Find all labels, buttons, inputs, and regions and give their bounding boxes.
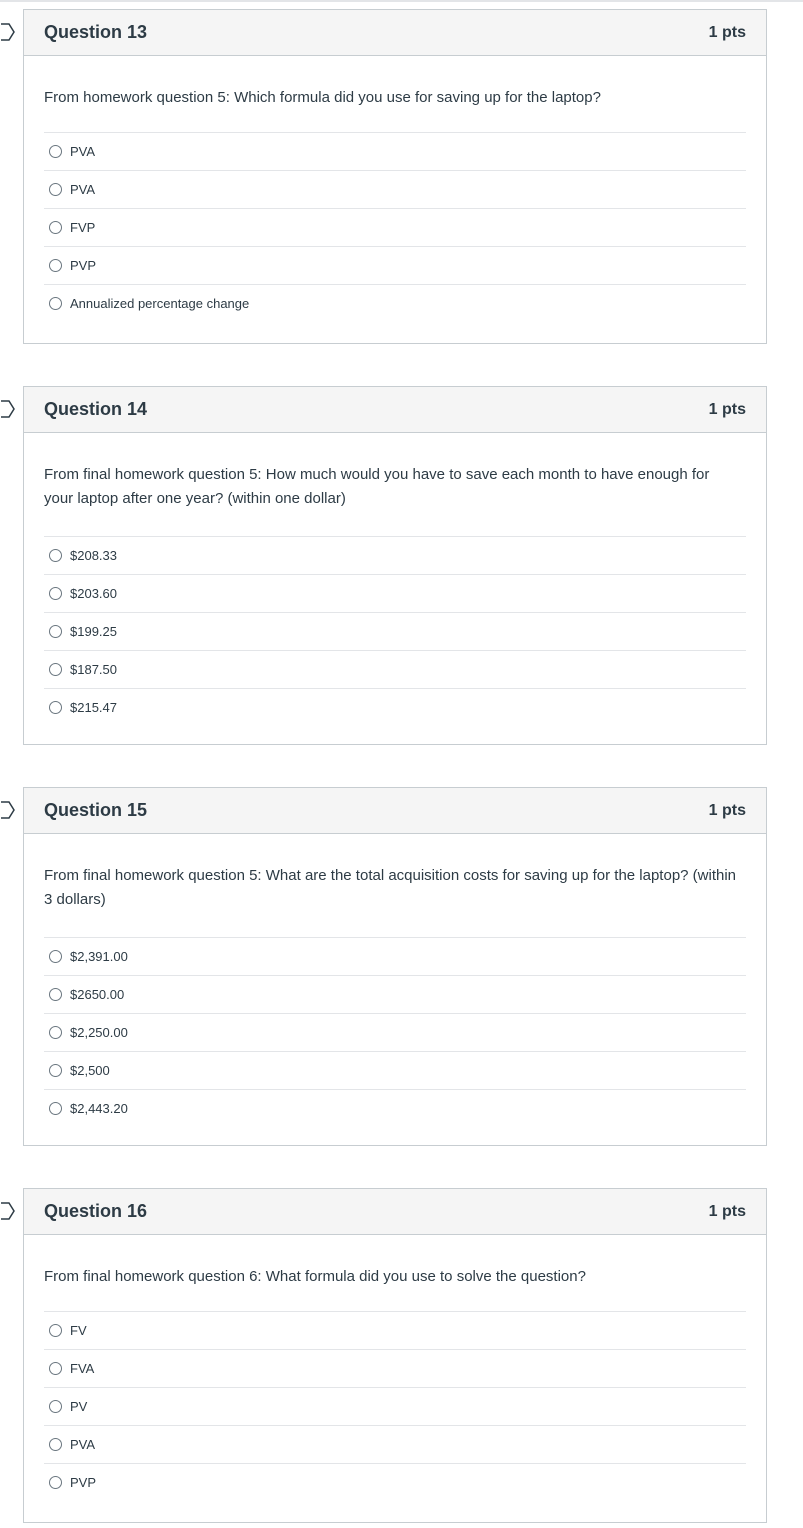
answer-label: PVA xyxy=(70,1437,96,1452)
answer-option[interactable] xyxy=(44,171,746,209)
answer-label: $2,443.20 xyxy=(70,1101,128,1116)
answer-option[interactable] xyxy=(44,537,746,575)
top-divider xyxy=(0,0,803,2)
radio-button[interactable] xyxy=(49,1026,62,1039)
answer-option[interactable] xyxy=(44,209,746,247)
radio-button[interactable] xyxy=(49,549,62,562)
radio-button[interactable] xyxy=(49,1438,62,1451)
answer-label: $203.60 xyxy=(70,586,117,601)
radio-button[interactable] xyxy=(49,145,62,158)
radio-button[interactable] xyxy=(49,701,62,714)
flag-question-icon[interactable] xyxy=(1,801,15,819)
answer-option[interactable] xyxy=(44,1350,746,1388)
answer-list xyxy=(44,536,746,726)
question-body xyxy=(24,834,766,1145)
question-text: From final homework question 6: What formula did you use to solve the question? xyxy=(44,1268,586,1285)
question-13 xyxy=(23,9,767,344)
question-title: Question 13 xyxy=(44,22,148,42)
answer-option[interactable] xyxy=(44,651,746,689)
answer-label: $208.33 xyxy=(70,548,117,563)
answer-label: $199.25 xyxy=(70,624,117,639)
answer-option[interactable] xyxy=(44,247,746,285)
question-title: Question 14 xyxy=(44,399,148,419)
answer-label: FVA xyxy=(70,1361,95,1376)
answer-label: $187.50 xyxy=(70,662,117,677)
answer-label: $2650.00 xyxy=(70,987,125,1002)
question-16 xyxy=(23,1188,767,1523)
question-header xyxy=(24,10,766,56)
radio-button[interactable] xyxy=(49,221,62,234)
answer-option[interactable] xyxy=(44,575,746,613)
question-text: From final homework question 5: What are the total acquisition costs for saving up for the laptop? (within 3 dollars) xyxy=(44,867,737,908)
question-header xyxy=(24,1189,766,1235)
answer-label: PVP xyxy=(70,1475,97,1490)
radio-button[interactable] xyxy=(49,587,62,600)
answer-option[interactable] xyxy=(44,1426,746,1464)
answer-label: $2,500 xyxy=(70,1063,110,1078)
answer-label: $215.47 xyxy=(70,700,117,715)
radio-button[interactable] xyxy=(49,1064,62,1077)
flag-question-icon[interactable] xyxy=(1,23,15,41)
answer-label: Annualized percentage change xyxy=(70,296,250,311)
answer-list xyxy=(44,1311,746,1501)
radio-button[interactable] xyxy=(49,297,62,310)
answer-option[interactable] xyxy=(44,1388,746,1426)
question-body xyxy=(24,433,766,744)
answer-option[interactable] xyxy=(44,1014,746,1052)
radio-button[interactable] xyxy=(49,1324,62,1337)
answer-option[interactable] xyxy=(44,133,746,171)
question-points: 1 pts xyxy=(708,23,746,41)
flag-question-icon[interactable] xyxy=(1,1202,15,1220)
answer-option[interactable] xyxy=(44,613,746,651)
answer-label: PVA xyxy=(70,144,96,159)
question-title: Question 15 xyxy=(44,800,148,820)
answer-label: PVP xyxy=(70,258,97,273)
question-header xyxy=(24,387,766,433)
answer-label: $2,391.00 xyxy=(70,949,128,964)
answer-label: PV xyxy=(70,1399,88,1414)
answer-option[interactable] xyxy=(44,1464,746,1501)
radio-button[interactable] xyxy=(49,1362,62,1375)
answer-option[interactable] xyxy=(44,976,746,1014)
radio-button[interactable] xyxy=(49,1476,62,1489)
question-15 xyxy=(23,787,767,1146)
answer-option[interactable] xyxy=(44,1052,746,1090)
radio-button[interactable] xyxy=(49,183,62,196)
answer-list xyxy=(44,132,746,322)
answer-label: FVP xyxy=(70,220,96,235)
answer-label: FV xyxy=(70,1323,87,1338)
radio-button[interactable] xyxy=(49,259,62,272)
answer-list xyxy=(44,937,746,1127)
radio-button[interactable] xyxy=(49,663,62,676)
answer-option[interactable] xyxy=(44,689,746,726)
question-body xyxy=(24,56,766,340)
question-title: Question 16 xyxy=(44,1201,148,1221)
question-body xyxy=(24,1235,766,1519)
answer-option[interactable] xyxy=(44,1312,746,1350)
radio-button[interactable] xyxy=(49,988,62,1001)
answer-label: PVA xyxy=(70,182,96,197)
radio-button[interactable] xyxy=(49,625,62,638)
question-points: 1 pts xyxy=(708,1202,746,1220)
radio-button[interactable] xyxy=(49,950,62,963)
question-points: 1 pts xyxy=(708,801,746,819)
answer-option[interactable] xyxy=(44,1090,746,1127)
answer-label: $2,250.00 xyxy=(70,1025,128,1040)
question-text: From homework question 5: Which formula did you use for saving up for the laptop? xyxy=(44,89,601,106)
radio-button[interactable] xyxy=(49,1400,62,1413)
question-text: From final homework question 5: How much would you have to save each month to have enough for your laptop after one year? (within one dollar) xyxy=(44,466,710,507)
question-14 xyxy=(23,386,767,745)
answer-option[interactable] xyxy=(44,285,746,322)
question-points: 1 pts xyxy=(708,400,746,418)
question-header xyxy=(24,788,766,834)
answer-option[interactable] xyxy=(44,938,746,976)
radio-button[interactable] xyxy=(49,1102,62,1115)
flag-question-icon[interactable] xyxy=(1,400,15,418)
